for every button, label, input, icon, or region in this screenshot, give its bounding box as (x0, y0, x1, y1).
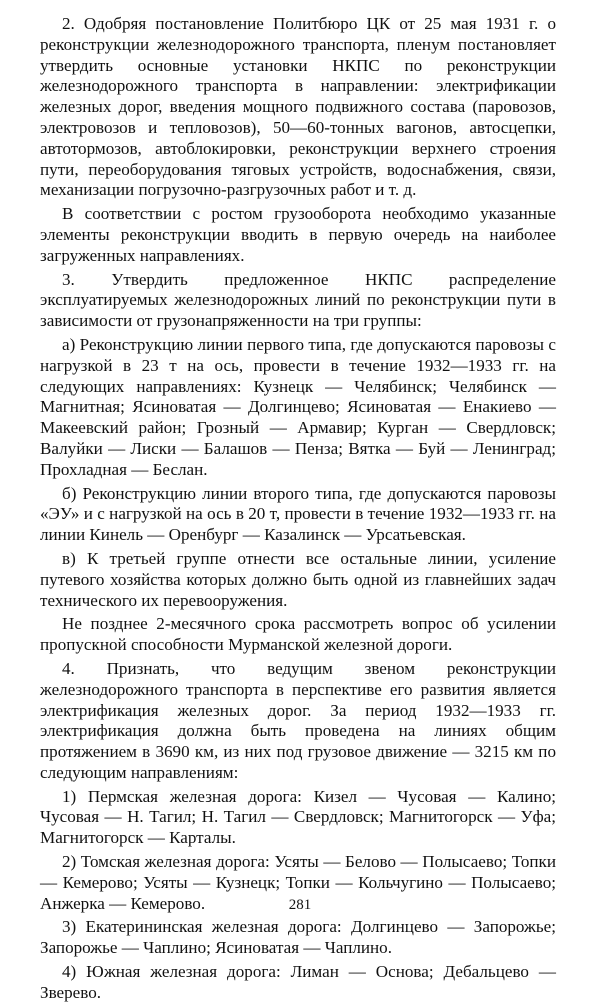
paragraph-4-4-southern: 4) Южная железная дорога: Лиман — Основа; Дебальцево — Зверево. (40, 962, 556, 1002)
paragraph-3b-second-type: б) Реконструкцию линии второго типа, где допускаются паровозы «ЭУ» и с нагрузкой на ось в 20 т, провести в течение 1932—1933 гг. на линии Кинель — Оренбург — Казалинск — Урсатьевская. (40, 483, 556, 545)
paragraph-cargo-growth: В соответствии с ростом грузооборота необходимо указанные элементы реконструкции вводить в первую очередь на наиболее загруженных направлениях. (40, 204, 556, 265)
paragraph-murmansk-railway: Не позднее 2-месячного срока рассмотреть вопрос об усилении пропускной способности Мурманской железной дороги. (40, 614, 556, 655)
paragraph-4-2-tomsk: 2) Томская железная дорога: Усяты — Белово — Полысаево; Топки — Кемерово; Усяты — Кузнецк; Топки — Кольчугино — Полысаево; Анжерка — Кемерово. (40, 852, 556, 913)
paragraph-2-politburo-resolution: 2. Одобряя постановление Политбюро ЦК от 25 мая 1931 г. о реконструкции железнодорожного транспорта, пленум постановляет утвердить основные установки НКПС по реконструкции железнодорожного транспорта в направлении: электрификации железных дорог, введения мощного подвижного состава (паровозов, электровозов и тепловозов), 50—60-тонных вагонов, автосцепки, автотормозов, автоблокировки, реконструкции верхнего строения пути, переоборудования тяговых устройств, водоснабжения, связи, механизации погрузочно-разгрузочных работ и т. д. (40, 14, 556, 200)
paragraph-3-line-groups: 3. Утвердить предложенное НКПС распределение эксплуатируемых железнодорожных линий по реконструкции пути в зависимости от грузонапряженности на три группы: (40, 269, 556, 331)
page-number: 281 (288, 897, 312, 913)
paragraph-3c-third-group: в) К третьей группе отнести все остальные линии, усиление путевого хозяйства которых должно быть одной из главнейших задач технического их перевооружения. (40, 548, 556, 610)
paragraph-4-electrification: 4. Признать, что ведущим звеном реконструкции железнодорожного транспорта в перспективе его развития является электрификация железных дорог. За период 1932—1933 гг. электрификация должна быть проведена на линиях общим протяжением в 3690 км, из них под грузовое движение — 3215 км по следующим направлениям: (40, 658, 556, 782)
paragraph-4-3-ekaterininskaya: 3) Екатерининская железная дорога: Долгинцево — Запорожье; Запорожье — Чаплино; Ясиноватая — Чаплино. (40, 917, 556, 958)
paragraph-3a-first-type: а) Реконструкцию линии первого типа, где допускаются паровозы с нагрузкой в 23 т на ось, провести в течение 1932—1933 гг. на следующих направлениях: Кузнецк — Челябинск; Челябинск — Магнитная; Ясиноватая — Долгинцево; Ясиноватая — Енакиево — Макеевский район; Грозный — Армавир; Курган — Свердловск; Валуйки — Лиски — Балашов — Пенза; Вятка — Буй — Ленинград; Прохладная — Беслан. (40, 334, 556, 479)
paragraph-4-1-perm: 1) Пермская железная дорога: Кизел — Чусовая — Калино; Чусовая — Н. Тагил; Н. Тагил — Свердловск; Магнитогорск — Уфа; Магнитогорск — Карталы. (40, 786, 556, 848)
